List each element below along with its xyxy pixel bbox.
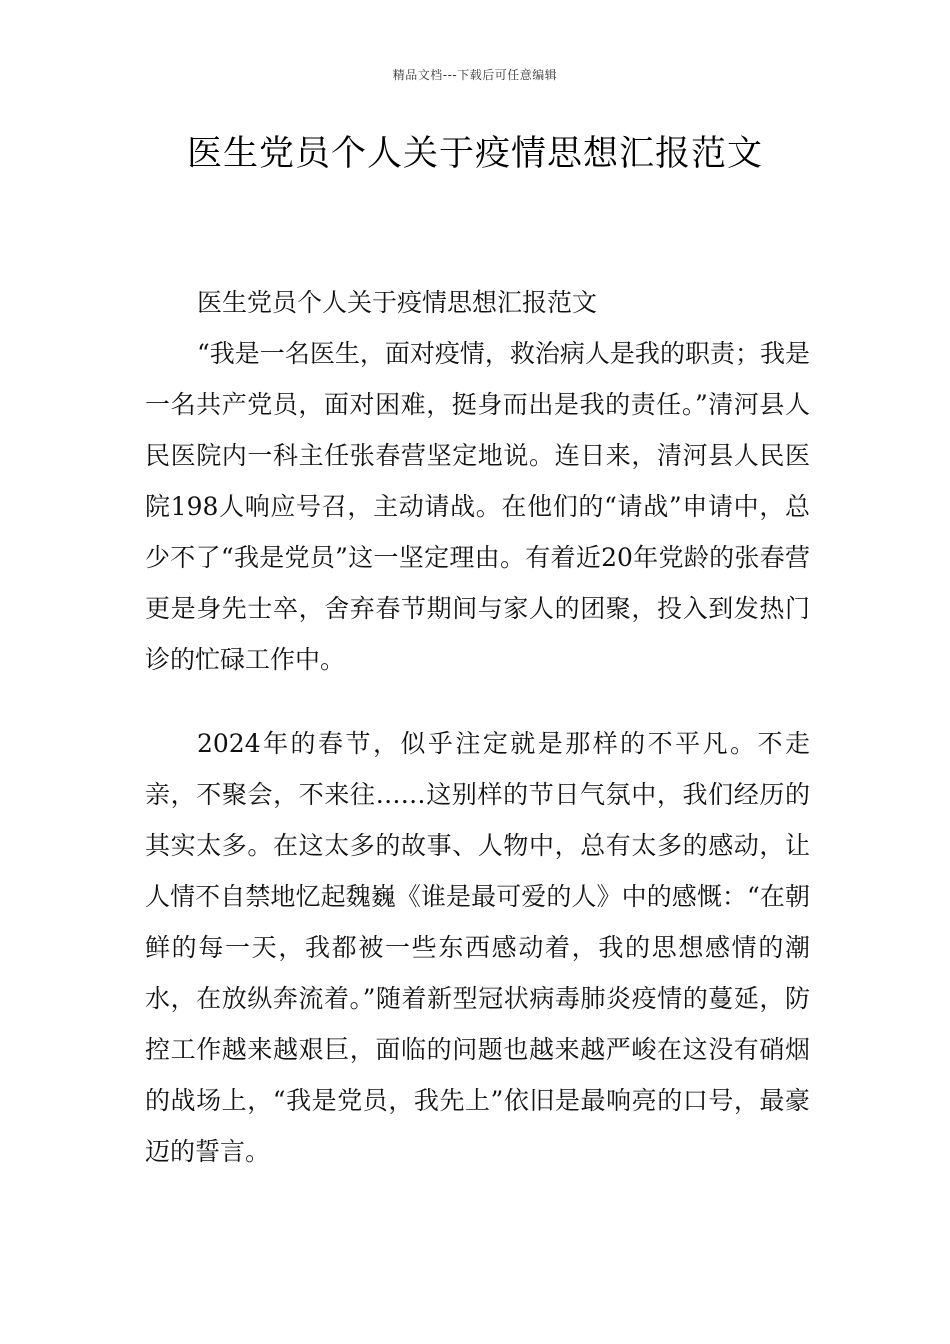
paragraph-2: 2024年的春节，似乎注定就是那样的不平凡。不走亲，不聚会，不来往……这别样的节日气氛中，我们经历的其实太多。在这太多的故事、人物中，总有太多的感动，让人情不自禁地忆起魏巍《谁是最可爱的人》中的感慨：“在朝鲜的每一天，我都被一些东西感动着，我的思想感情的潮水，在放纵奔流着。”随着新型冠状病毒肺炎疫情的蔓延，防控工作越来越艰巨，面临的问题也越来越严峻在这没有硝烟的战场上，“我是党员，我先上”依旧是最响亮的口号，最豪迈的誓言。 [145,729,810,1166]
document-title: 医生党员个人关于疫情思想汇报范文 [186,134,763,174]
paragraph-1: “我是一名医生，面对疫情，救治病人是我的职责；我是一名共产党员，面对困难，挺身而出是我的责任。”清河县人民医院内一科主任张春营坚定地说。连日来，清河县人民医院198人响应号召，主动请战。在他们的“请战”申请中，总少不了“我是党员”这一坚定理由。有着近20年党龄的张春营更是身先士卒，舍弃春节期间与家人的团聚，投入到发热门诊的忙碌工作中。 [145,339,810,674]
header-note: 精品文档---下载后可任意编辑 [392,68,558,82]
subtitle-line: 医生党员个人关于疫情思想汇报范文 [197,288,598,317]
